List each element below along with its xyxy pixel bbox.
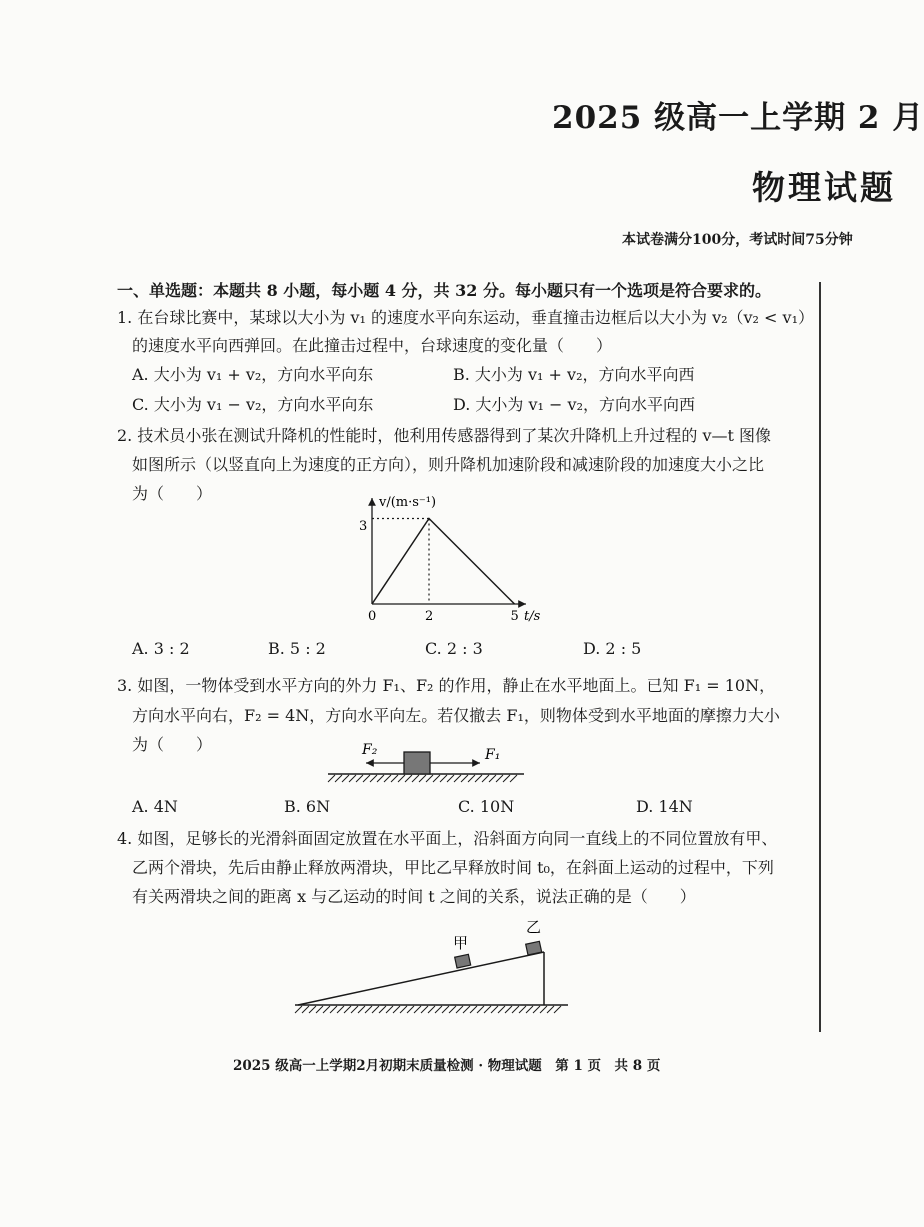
force-diagram xyxy=(320,738,530,788)
q1-line2: 的速度水平向西弹回。在此撞击过程中，台球速度的变化量（ ） xyxy=(132,336,613,355)
y-axis-label: v/(m·s⁻¹) xyxy=(379,495,437,510)
hatch-mark xyxy=(372,1006,379,1013)
hatch-mark xyxy=(461,775,468,782)
hatch-mark xyxy=(349,775,356,782)
hatch-mark xyxy=(447,775,454,782)
page-footer: 2025 级高一上学期2月初期末质量检测 · 物理试题 第 1 页 共 8 页 xyxy=(233,1058,661,1074)
hatch-mark xyxy=(547,1006,554,1013)
q3-option-d: D. 14N xyxy=(636,797,693,816)
hatch-mark xyxy=(477,1006,484,1013)
y-tick-label: 3 xyxy=(359,519,368,534)
q3-option-a: A. 4N xyxy=(132,797,178,816)
hatch-mark xyxy=(503,775,510,782)
hatch-mark xyxy=(323,1006,330,1013)
vt-graph xyxy=(350,490,560,630)
hatch-mark xyxy=(484,1006,491,1013)
hatch-mark xyxy=(328,775,335,782)
hatch-mark xyxy=(414,1006,421,1013)
hatch-mark xyxy=(295,1006,302,1013)
hatch-mark xyxy=(428,1006,435,1013)
label-jia: 甲 xyxy=(453,934,469,952)
hatch-mark xyxy=(419,775,426,782)
hatch-mark xyxy=(398,775,405,782)
q1-option-c: C. 大小为 v₁ − v₂，方向水平向东 xyxy=(132,395,374,414)
q1-line1: 1. 在台球比赛中，某球以大小为 v₁ 的速度水平向东运动，垂直撞击边框后以大小为 v₂（v₂ < v₁） xyxy=(117,308,815,327)
hatch-mark xyxy=(489,775,496,782)
label-yi: 乙 xyxy=(526,918,542,936)
hatch-mark xyxy=(356,775,363,782)
q3-line2: 方向水平向右，F₂ = 4N，方向水平向左。若仅撤去 F₁，则物体受到水平地面的摩擦力大小 xyxy=(132,706,780,725)
q3-option-c: C. 10N xyxy=(458,797,515,816)
q2-option-a: A. 3 : 2 xyxy=(132,639,190,658)
hatch-mark xyxy=(302,1006,309,1013)
hatch-mark xyxy=(512,1006,519,1013)
hatch-mark xyxy=(533,1006,540,1013)
hatch-mark xyxy=(440,775,447,782)
incline-surface xyxy=(298,952,544,1005)
q2-line3: 为（ ） xyxy=(132,484,213,503)
hatch-mark xyxy=(344,1006,351,1013)
q3-line1: 3. 如图，一物体受到水平方向的外力 F₁、F₂ 的作用，静止在水平地面上。已知 F₁ = 10N， xyxy=(117,676,776,695)
x-tick-label: 5 xyxy=(510,609,519,624)
f1-label: F₁ xyxy=(485,747,501,763)
series-line xyxy=(372,519,515,605)
block xyxy=(404,752,430,774)
hatch-mark xyxy=(554,1006,561,1013)
side-rule xyxy=(819,282,821,1032)
hatch-mark xyxy=(540,1006,547,1013)
hatch-mark xyxy=(391,775,398,782)
f2-label: F₂ xyxy=(362,742,378,758)
hatch-mark xyxy=(363,775,370,782)
hatch-mark xyxy=(335,775,342,782)
q2-line2: 如图所示（以竖直向上为速度的正方向），则升降机加速阶段和减速阶段的加速度大小之比 xyxy=(132,455,765,474)
hatch-mark xyxy=(463,1006,470,1013)
hatch-mark xyxy=(498,1006,505,1013)
hatch-mark xyxy=(491,1006,498,1013)
hatch-mark xyxy=(468,775,475,782)
hatch-mark xyxy=(384,775,391,782)
q1-option-a: A. 大小为 v₁ + v₂，方向水平向东 xyxy=(132,365,374,384)
hatch-mark xyxy=(519,1006,526,1013)
hatch-mark xyxy=(370,775,377,782)
exam-note: 本试卷满分100分，考试时间75分钟 xyxy=(622,232,853,248)
hatch-mark xyxy=(454,775,461,782)
q4-line2: 乙两个滑块，先后由静止释放两滑块，甲比乙早释放时间 t₀，在斜面上运动的过程中，下列 xyxy=(132,858,774,877)
hatch-mark xyxy=(510,775,517,782)
hatch-mark xyxy=(377,775,384,782)
incline-diagram xyxy=(290,912,575,1024)
section-heading: 一、单选题：本题共 8 小题，每小题 4 分，共 32 分。每小题只有一个选项是符合要求的。 xyxy=(117,281,771,300)
q1-option-d: D. 大小为 v₁ − v₂，方向水平向西 xyxy=(453,395,696,414)
hatch-mark xyxy=(505,1006,512,1013)
hatch-mark xyxy=(435,1006,442,1013)
hatch-mark xyxy=(330,1006,337,1013)
hatch-mark xyxy=(337,1006,344,1013)
hatch-mark xyxy=(386,1006,393,1013)
q2-option-b: B. 5 : 2 xyxy=(268,639,326,658)
q2-option-c: C. 2 : 3 xyxy=(425,639,483,658)
ground-hatch xyxy=(328,775,517,782)
slider-jia xyxy=(455,954,471,968)
hatch-mark xyxy=(482,775,489,782)
q3-line3: 为（ ） xyxy=(132,735,213,754)
plot-area xyxy=(372,519,515,605)
hatch-mark xyxy=(412,775,419,782)
hatch-mark xyxy=(526,1006,533,1013)
ground-hatch xyxy=(295,1006,561,1013)
hatch-mark xyxy=(379,1006,386,1013)
hatch-mark xyxy=(475,775,482,782)
hatch-mark xyxy=(393,1006,400,1013)
slider-yi xyxy=(526,941,542,955)
hatch-mark xyxy=(342,775,349,782)
hatch-mark xyxy=(316,1006,323,1013)
q3-option-b: B. 6N xyxy=(284,797,331,816)
q1-option-b: B. 大小为 v₁ + v₂，方向水平向西 xyxy=(453,365,695,384)
hatch-mark xyxy=(496,775,503,782)
q4-line1: 4. 如图，足够长的光滑斜面固定放置在水平面上，沿斜面方向同一直线上的不同位置放有甲、 xyxy=(117,829,778,848)
hatch-mark xyxy=(365,1006,372,1013)
q2-line1: 2. 技术员小张在测试升降机的性能时，他利用传感器得到了某次升降机上升过程的 v—t 图像 xyxy=(117,426,771,445)
hatch-mark xyxy=(405,775,412,782)
origin-label: 0 xyxy=(368,609,377,624)
hatch-mark xyxy=(426,775,433,782)
hatch-mark xyxy=(421,1006,428,1013)
x-tick-label: 2 xyxy=(425,609,434,624)
hatch-mark xyxy=(449,1006,456,1013)
hatch-mark xyxy=(309,1006,316,1013)
hatch-mark xyxy=(400,1006,407,1013)
hatch-mark xyxy=(407,1006,414,1013)
hatch-mark xyxy=(351,1006,358,1013)
q2-option-d: D. 2 : 5 xyxy=(583,639,642,658)
hatch-mark xyxy=(456,1006,463,1013)
q4-line3: 有关两滑块之间的距离 x 与乙运动的时间 t 之间的关系，说法正确的是（ ） xyxy=(132,887,696,906)
x-axis-label: t/s xyxy=(524,609,541,624)
hatch-mark xyxy=(358,1006,365,1013)
hatch-mark xyxy=(442,1006,449,1013)
hatch-mark xyxy=(470,1006,477,1013)
subject-title: 物理试题 xyxy=(752,168,896,207)
exam-title: 2025 级高一上学期 2 月 xyxy=(552,100,924,136)
hatch-mark xyxy=(433,775,440,782)
